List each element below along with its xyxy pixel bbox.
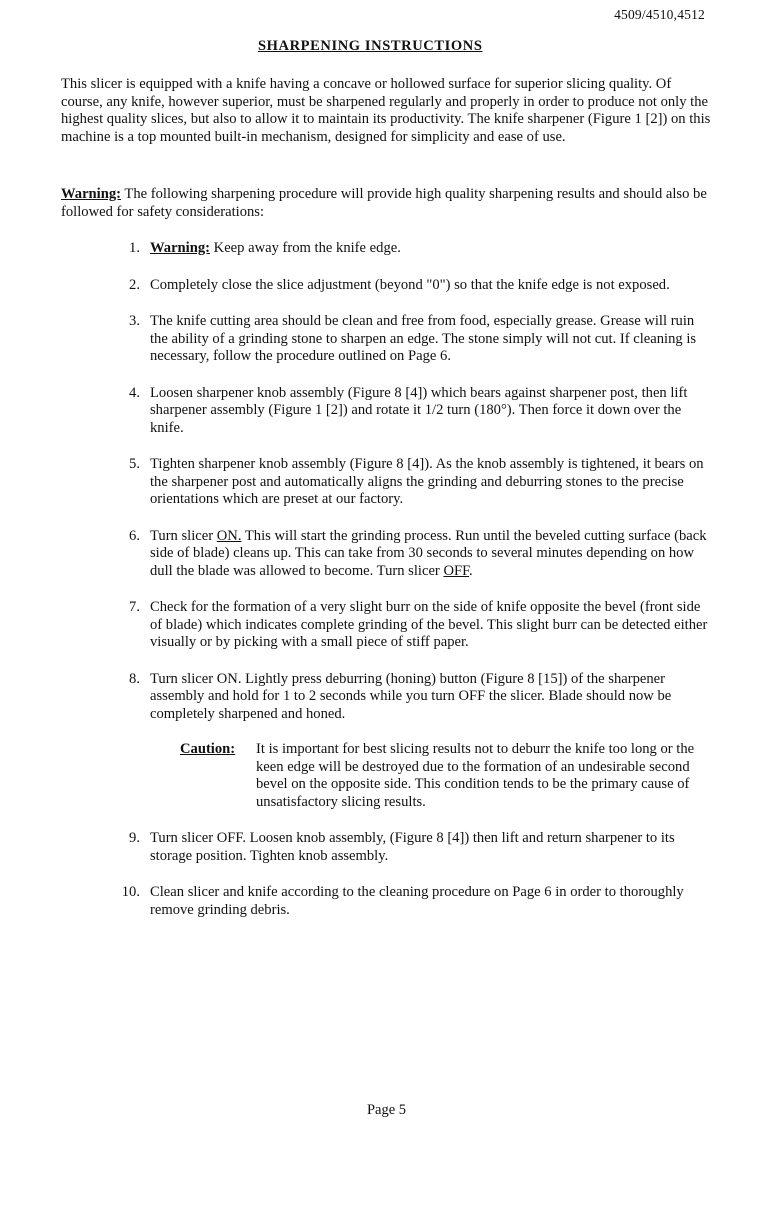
step-number: 2. xyxy=(129,276,140,293)
model-number: 4509/4510,4512 xyxy=(614,7,705,22)
step-text-pre: Turn slicer xyxy=(150,527,217,544)
general-warning xyxy=(61,186,713,221)
step-7 xyxy=(108,599,708,652)
step-text: The knife cutting area should be clean and free from food, especially grease. Grease will ruin the ability of a grinding stone to sharpen an edge. The stone simply will not cut. If cleaning is necessary, follow the procedure outlined on Page 6. xyxy=(150,313,697,364)
intro-paragraph: This slicer is equipped with a knife having a concave or hollowed surface for superior slicing quality. Of course, any knife, however superior, must be sharpened regularly and properly in order to produce not only the highest quality slices, but also to allow it to maintain its productivity. The knife sharpener (Figure 1 [2]) on this machine is a top mounted built-in mechanism, designed for simplicity and ease of use. xyxy=(61,76,711,145)
step-8 xyxy=(108,671,708,812)
caution-label: Caution: xyxy=(180,741,236,757)
step-number: 1. xyxy=(129,240,140,256)
step-text: Clean slicer and knife according to the cleaning procedure on Page 6 in order to thoroughly remove grinding debris. xyxy=(150,884,684,918)
step-6 xyxy=(108,528,708,581)
step-2 xyxy=(108,277,708,295)
step-number: 3. xyxy=(129,313,140,329)
step-text-mid: This will start the grinding process. Run until the beveled cutting surface (back side of blade) cleans up. This can take from 30 seconds to several minutes depending on how dull the blade was allowed to become. Turn slicer xyxy=(150,527,707,579)
step-5 xyxy=(108,456,708,509)
step-text: Turn slicer ON. Lightly press deburring (honing) button (Figure 8 [15]) of the sharpener assembly and hold for 1 to 2 seconds while you turn OFF the slicer. Blade should now be completely sharpened and honed. xyxy=(150,670,672,722)
step-number: 9. xyxy=(129,830,140,846)
page-title: SHARPENING INSTRUCTIONS xyxy=(258,38,483,54)
on-keyword: ON. xyxy=(216,527,242,544)
step-number: 7. xyxy=(129,599,140,615)
step-text: Check for the formation of a very slight burr on the side of knife opposite the bevel (front side of blade) which indicates complete grinding of the bevel. This slight burr can be detected either visually or by picking with a small piece of stiff paper. xyxy=(150,599,708,650)
step-text: Tighten sharpener knob assembly (Figure 8 [4]). As the knob assembly is tightened, it bears on the sharpener post and automatically aligns the grinding and deburring stones to the precise orientations which are preset at our factory. xyxy=(150,456,704,507)
step-text-post: . xyxy=(469,562,473,579)
step-number: 10. xyxy=(121,884,140,900)
warning-label: Warning: xyxy=(61,186,122,202)
step-1 xyxy=(108,240,708,258)
step-text: Loosen sharpener knob assembly (Figure 8 [4]) which bears against sharpener post, then lift sharpener assembly (Figure 1 [2]) and rotate it 1/2 turn (180°). Then force it down over the knife. xyxy=(150,384,688,436)
caution-note xyxy=(180,741,708,811)
step-10 xyxy=(108,884,708,919)
sharpening-steps xyxy=(108,240,708,919)
page-number: Page 5 xyxy=(366,1102,407,1118)
step-number: 5. xyxy=(129,456,140,472)
step-warning-label: Warning: xyxy=(150,240,211,256)
step-text: Turn slicer OFF. Loosen knob assembly, (Figure 8 [4]) then lift and return sharpener to its storage position. Tighten knob assembly. xyxy=(150,830,675,864)
step-number: 4. xyxy=(129,384,140,401)
warning-text: The following sharpening procedure will provide high quality sharpening results and should also be followed for safety considerations: xyxy=(61,186,707,220)
step-4 xyxy=(108,385,708,438)
off-keyword: OFF xyxy=(443,562,470,579)
step-number: 6. xyxy=(129,527,140,544)
step-text: Keep away from the knife edge. xyxy=(210,240,401,256)
step-3 xyxy=(108,313,708,366)
step-9 xyxy=(108,830,708,865)
step-number: 8. xyxy=(129,670,140,687)
step-text: Completely close the slice adjustment (beyond "0") so that the knife edge is not exposed. xyxy=(150,276,670,293)
caution-text: It is important for best slicing results not to deburr the knife too long or the keen edge will be destroyed due to the formation of an undesirable second bevel on the opposite side. This condition tends to be the primary cause of unsatisfactory slicing results. xyxy=(256,741,695,810)
